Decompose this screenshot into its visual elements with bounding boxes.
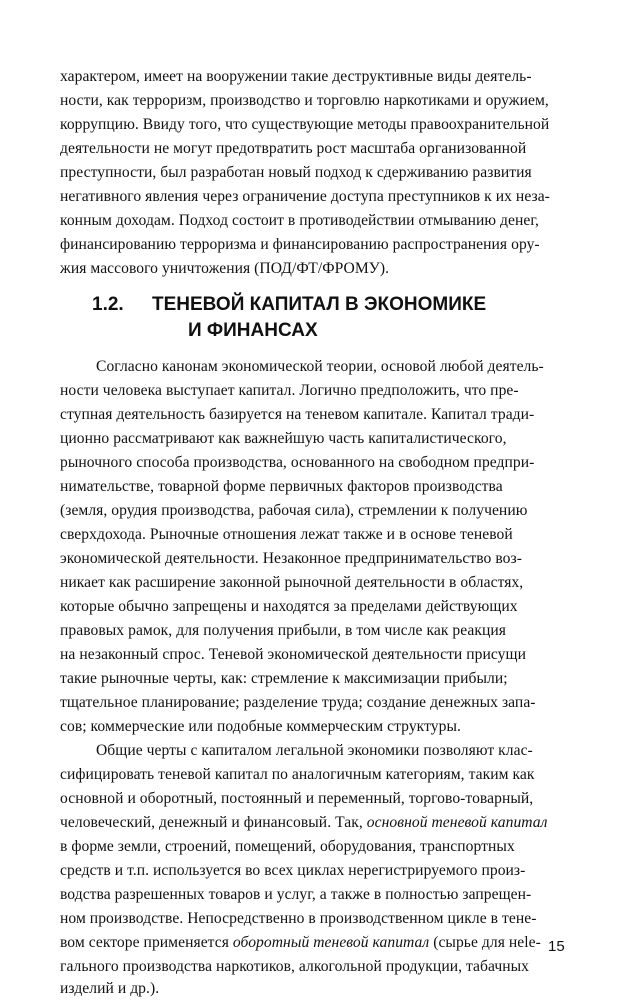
text-line: гального производства наркотиков, алкогольной продукции, табачных	[60, 958, 530, 975]
text-line: ступная деятельность базируется на теневом капитале. Капитал тради-	[60, 406, 535, 423]
text-line: коррупцию. Ввиду того, что существующие методы правоохранительной	[60, 116, 550, 133]
text-line: преступности, был разработан новый подход к сдерживанию развития	[60, 164, 532, 181]
text-line: никает как расширение законной рыночной деятельности в областях,	[60, 574, 524, 591]
text-line: тщательное планирование; разделение труда; создание денежных запа-	[60, 694, 536, 711]
text-run: (сырье для нele-	[433, 934, 541, 951]
text-line: Общие черты с капиталом легальной экономики позволяют клас-	[96, 742, 533, 759]
text-line: (земля, орудия производства, рабочая сила), стремлении к получению	[60, 502, 528, 519]
text-line: негативного явления через ограничение доступа преступников к их неза-	[60, 188, 550, 205]
text-line: сифицировать теневой капитал по аналогичным категориям, таким как	[60, 766, 535, 783]
text-line: рыночного способа производства, основанного на свободном предпри-	[60, 454, 535, 471]
text-line: конным доходам. Подход состоит в противодействии отмыванию денег,	[60, 212, 539, 229]
text-line: на незаконный спрос. Теневой экономической деятельности присущи	[60, 646, 526, 663]
text-line: ности, как терроризм, производство и торговлю наркотиками и оружием,	[60, 92, 549, 109]
text-line: экономической деятельности. Незаконное предпринимательство воз-	[60, 550, 522, 567]
text-line: ности человека выступает капитал. Логично предположить, что пре-	[60, 382, 519, 399]
section-number: 1.2.	[92, 294, 124, 315]
italic-term: оборотный теневой капитал	[232, 934, 430, 951]
text-line: Согласно канонам экономической теории, основой любой деятель-	[96, 358, 544, 375]
text-line: сверхдохода. Рыночные отношения лежат также и в основе теневой	[60, 526, 513, 543]
italic-term: основной теневой капитал	[366, 814, 548, 831]
text-line: основной и оборотный, постоянный и переменный, торгово-товарный,	[60, 790, 534, 807]
text-line: изделий и др.).	[60, 980, 160, 997]
text-run: вом секторе применяется	[60, 934, 229, 951]
text-run: человеческий, денежный и финансовый. Так,	[60, 814, 363, 831]
page-number: 15	[548, 938, 565, 955]
text-line: в форме земли, строений, помещений, оборудования, транспортных	[60, 838, 515, 855]
text-line	[60, 814, 548, 832]
text-line: жия массового уничтожения (ПОД/ФТ/ФРОМУ).	[60, 260, 390, 277]
text-line: средств и т.п. используется во всех циклах нерегистрируемого произ-	[60, 862, 526, 879]
text-line: деятельности не могут предотвратить рост масштаба организованной	[60, 140, 527, 157]
text-line: водства разрешенных товаров и услуг, а также в полностью запрещен-	[60, 886, 532, 903]
text-line: которые обычно запрещены и находятся за пределами действующих	[60, 598, 518, 615]
text-line: нимательстве, товарной форме первичных факторов производства	[60, 478, 503, 495]
section-title-line2: И ФИНАНСАХ	[188, 320, 318, 341]
text-line: финансированию терроризма и финансированию распространения ору-	[60, 236, 540, 253]
text-line: такие рыночные черты, как: стремление к максимизации прибыли;	[60, 670, 508, 687]
text-line: ционно рассматривают как важнейшую часть капиталистического,	[60, 430, 507, 447]
text-line: ном производстве. Непосредственно в производственном цикле в тене-	[60, 910, 537, 927]
section-title-line1: ТЕНЕВОЙ КАПИТАЛ В ЭКОНОМИКЕ	[152, 294, 487, 315]
text-line	[60, 934, 541, 952]
text-line: правовых рамок, для получения прибыли, в том числе как реакция	[60, 622, 507, 639]
text-line: характером, имеет на вооружении такие деструктивные виды деятель-	[60, 68, 532, 85]
text-line: сов; коммерческие или подобные коммерческим структуры.	[60, 718, 461, 735]
